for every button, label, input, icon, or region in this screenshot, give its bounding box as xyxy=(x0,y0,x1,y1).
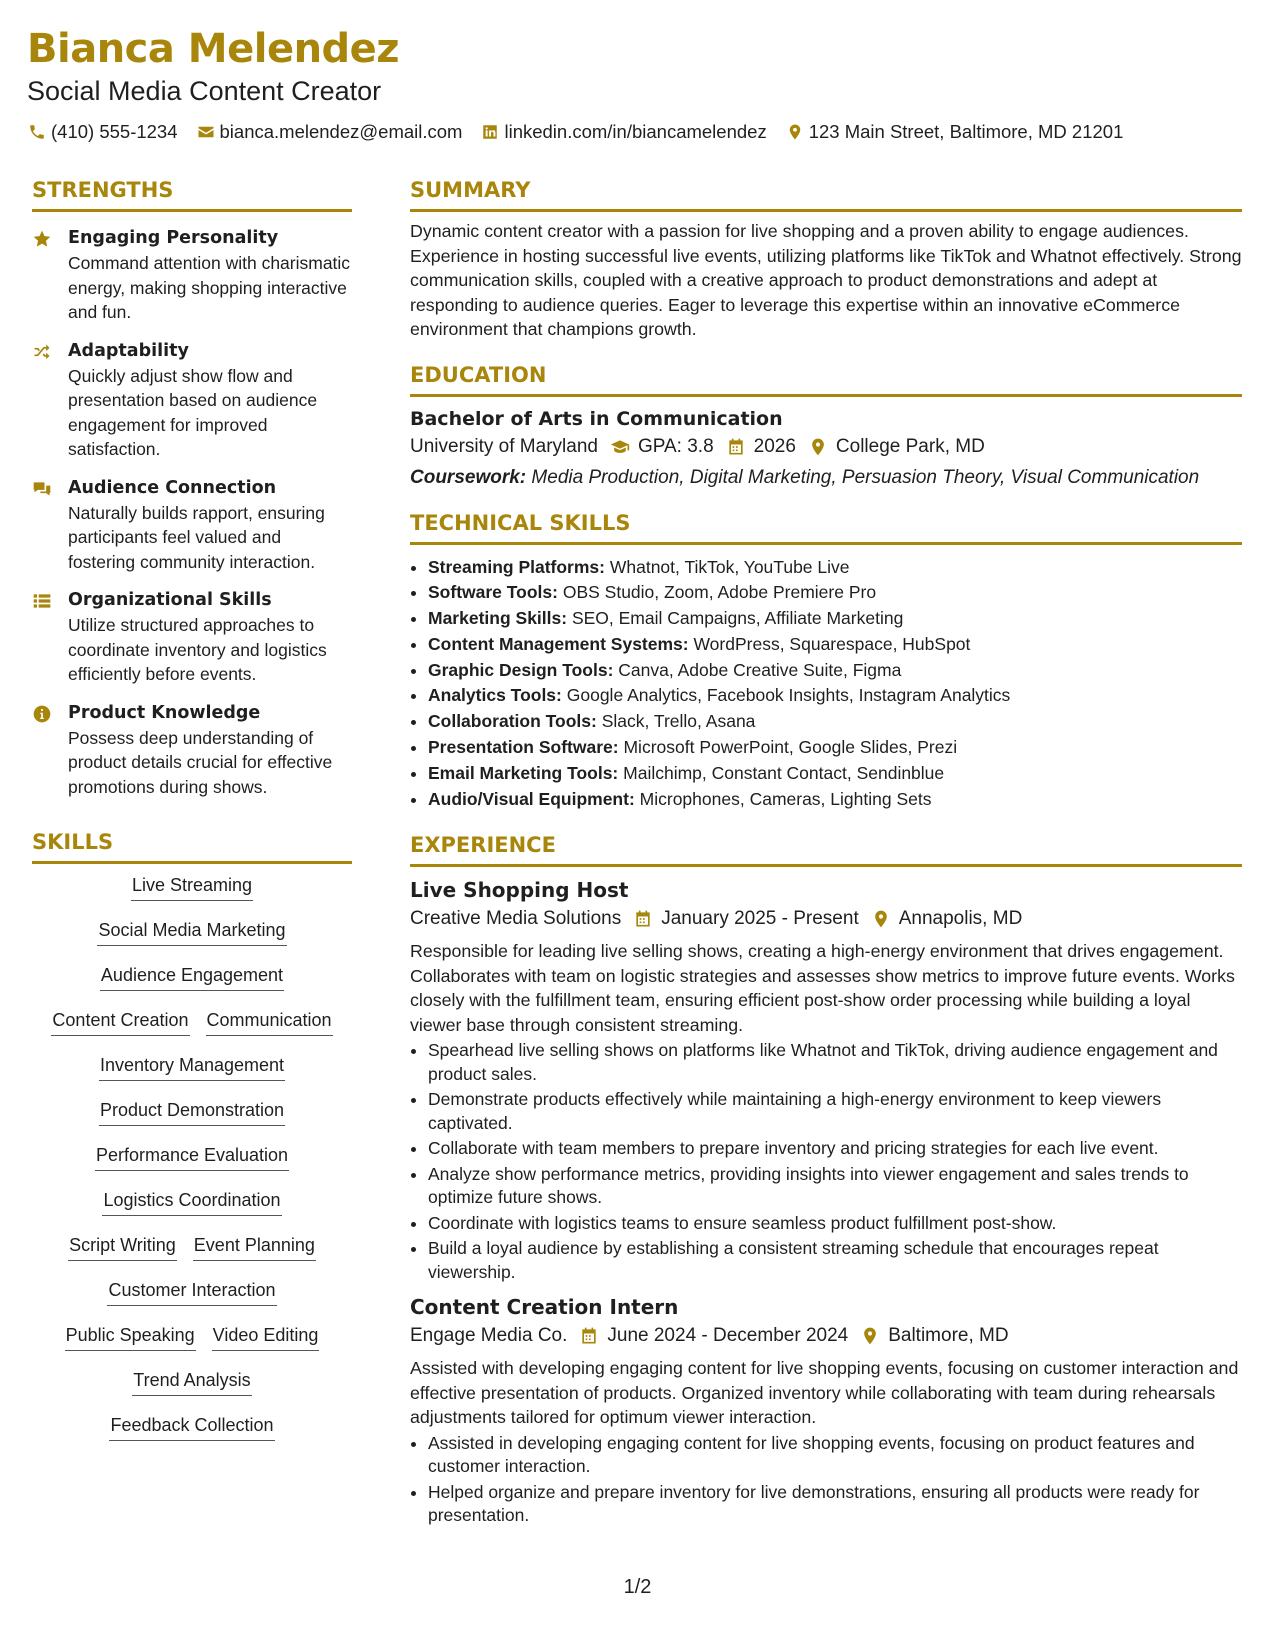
school-name: University of Maryland xyxy=(410,435,598,457)
list-item: • Demonstrate products effectively while maintaining a high-energy environment to keep viewers captivated. xyxy=(428,1088,1242,1135)
list-item: • Coordinate with logistics teams to ensure seamless product fulfillment post-show. xyxy=(428,1212,1242,1236)
skill-tag: Live Streaming xyxy=(131,872,253,901)
list-item: • Analyze show performance metrics, providing insights into viewer engagement and sales trends to optimize future shows. xyxy=(428,1163,1242,1210)
strength-title: Adaptability xyxy=(68,340,189,361)
job-title: Content Creation Intern xyxy=(410,1295,679,1320)
list-item xyxy=(428,787,1242,813)
skill-tag: Public Speaking xyxy=(65,1322,196,1351)
list-item: • Assisted in developing engaging content for live shopping events, focusing on product features and customer interaction. xyxy=(428,1432,1242,1479)
list-item: • Helped organize and prepare inventory for live demonstrations, ensuring all products were ready for presentation. xyxy=(428,1481,1242,1528)
job-bullets xyxy=(410,1432,1242,1528)
left-column xyxy=(32,177,352,1457)
strength-description: Naturally builds rapport, ensuring participants feel valued and fostering community interaction. xyxy=(68,502,325,572)
candidate-title: Social Media Content Creator xyxy=(27,76,382,106)
technical-skills-section xyxy=(410,510,1242,813)
skills-list xyxy=(32,872,352,1457)
experience-section xyxy=(410,832,1242,1528)
gpa-text: GPA: 3.8 xyxy=(637,435,714,457)
list-item xyxy=(428,606,1242,632)
job-location: Annapolis, MD xyxy=(898,908,1023,930)
strength-item xyxy=(32,339,352,462)
job-entry xyxy=(410,876,1242,1284)
skill-values: SEO, Email Campaigns, Affiliate Marketing xyxy=(571,608,904,629)
skill-tag: Audience Engagement xyxy=(100,962,284,991)
list-item xyxy=(428,709,1242,735)
list-item xyxy=(428,658,1242,684)
right-column xyxy=(410,177,1242,1530)
job-entry xyxy=(410,1293,1242,1528)
calendar-icon xyxy=(726,437,746,457)
skill-row xyxy=(32,1367,352,1412)
resume-header xyxy=(27,22,1247,144)
contact-linkedin[interactable] xyxy=(480,120,766,144)
education-meta xyxy=(410,432,1242,462)
skill-tag: Customer Interaction xyxy=(107,1277,276,1306)
contact-address xyxy=(785,120,1124,144)
job-meta xyxy=(410,1321,1242,1351)
coursework-list: Media Production, Digital Marketing, Persuasion Theory, Visual Communication xyxy=(531,466,1200,488)
phone-icon xyxy=(27,122,47,142)
calendar-icon xyxy=(633,909,653,929)
contact-email[interactable] xyxy=(196,120,463,144)
graduation-year: 2026 xyxy=(753,435,796,457)
skill-category: Content Management Systems: xyxy=(428,633,689,654)
skill-category: Collaboration Tools: xyxy=(428,711,597,732)
job-location: Baltimore, MD xyxy=(888,1325,1009,1347)
skill-values: Canva, Adobe Creative Suite, Figma xyxy=(618,659,902,680)
job-title: Live Shopping Host xyxy=(410,878,629,903)
job-dates: June 2024 - December 2024 xyxy=(607,1325,849,1347)
skill-values: Google Analytics, Facebook Insights, Instagram Analytics xyxy=(566,685,1011,706)
info-icon xyxy=(32,701,54,800)
skill-values: Slack, Trello, Asana xyxy=(601,711,756,732)
education-heading: EDUCATION xyxy=(410,362,1242,397)
strength-title: Organizational Skills xyxy=(68,590,272,610)
skill-values: WordPress, Squarespace, HubSpot xyxy=(693,633,971,654)
education-section xyxy=(410,362,1242,490)
map-pin-icon xyxy=(871,909,891,929)
graduation-cap-icon xyxy=(610,437,630,457)
skill-category: Analytics Tools: xyxy=(428,685,562,706)
list-item xyxy=(428,735,1242,761)
experience-heading: EXPERIENCE xyxy=(410,832,1242,867)
strength-description: Utilize structured approaches to coordinate inventory and logistics efficiently before events. xyxy=(68,615,327,684)
skill-values: OBS Studio, Zoom, Adobe Premiere Pro xyxy=(562,582,877,603)
skill-tag: Inventory Management xyxy=(99,1052,285,1081)
skill-row xyxy=(32,1097,352,1142)
strength-description: Command attention with charismatic energy, making shopping interactive and fun. xyxy=(68,253,351,322)
skill-tag: Social Media Marketing xyxy=(97,917,286,946)
skill-row xyxy=(32,1142,352,1187)
skill-row xyxy=(32,1412,352,1457)
strength-title: Engaging Personality xyxy=(68,228,279,248)
strength-item xyxy=(32,476,352,575)
address-text: 123 Main Street, Baltimore, MD 21201 xyxy=(808,121,1124,142)
skill-row xyxy=(32,1052,352,1097)
school-location: College Park, MD xyxy=(835,435,985,457)
skill-tag: Event Planning xyxy=(193,1232,316,1261)
skill-tag: Video Editing xyxy=(212,1322,320,1351)
skill-tag: Content Creation xyxy=(51,1007,189,1036)
strengths-list xyxy=(32,226,352,799)
skill-tag: Trend Analysis xyxy=(132,1367,251,1396)
list-item xyxy=(428,580,1242,606)
job-description: Assisted with developing engaging content for live shopping events, focusing on customer interaction and effective presentation of products. Organized inventory while collaborating with team during rehearsals adjustments tailored for optimum viewer interaction. xyxy=(410,1358,1239,1428)
skill-values: Microsoft PowerPoint, Google Slides, Prezi xyxy=(623,737,958,758)
page-number: 1/2 xyxy=(623,1576,652,1598)
strengths-heading: STRENGTHS xyxy=(32,177,352,212)
contact-phone[interactable] xyxy=(27,120,178,144)
technical-skills-heading: TECHNICAL SKILLS xyxy=(410,510,1242,545)
star-icon xyxy=(32,226,54,325)
degree-title: Bachelor of Arts in Communication xyxy=(410,407,783,430)
skill-values: Microphones, Cameras, Lighting Sets xyxy=(639,788,932,809)
summary-heading: SUMMARY xyxy=(410,177,1242,212)
summary-text: Dynamic content creator with a passion for live shopping and a proven ability to engage audiences. Experience in hosting successful live events, utilizing platforms like TikTok and Whatnot effectively. Strong communication skills, coupled with a creative approach to product demonstrations and adept at responding to audience queries. Eager to leverage this expertise within an innovative eCommerce environment that champions growth. xyxy=(410,221,1242,339)
company-name: Creative Media Solutions xyxy=(410,908,622,930)
coursework-label: Coursework: xyxy=(410,466,527,488)
skill-tag: Logistics Coordination xyxy=(102,1187,281,1216)
skill-category: Audio/Visual Equipment: xyxy=(428,788,635,809)
skill-row xyxy=(32,1232,352,1277)
strength-description: Possess deep understanding of product details crucial for effective promotions during shows. xyxy=(68,727,333,797)
technical-skills-list xyxy=(410,555,1242,813)
job-meta xyxy=(410,904,1242,934)
map-pin-icon xyxy=(785,122,805,142)
skills-heading: SKILLS xyxy=(32,829,352,864)
skill-category: Streaming Platforms: xyxy=(428,556,605,577)
list-item xyxy=(428,555,1242,581)
skill-values: Mailchimp, Constant Contact, Sendinblue xyxy=(623,762,945,783)
chat-icon xyxy=(32,476,54,575)
skill-category: Software Tools: xyxy=(428,582,558,603)
list-item xyxy=(428,683,1242,709)
strength-description: Quickly adjust show flow and presentation based on audience engagement for improved satisfaction. xyxy=(68,365,318,459)
list-item: • Spearhead live selling shows on platforms like Whatnot and TikTok, driving audience engagement and product sales. xyxy=(428,1039,1242,1086)
strength-title: Product Knowledge xyxy=(68,702,261,723)
skill-row xyxy=(32,1277,352,1322)
skill-tag: Feedback Collection xyxy=(109,1412,274,1441)
list-item xyxy=(428,761,1242,787)
linkedin-icon xyxy=(480,122,500,142)
skill-category: Graphic Design Tools: xyxy=(428,659,614,680)
strength-item xyxy=(32,588,352,687)
candidate-name: Bianca Melendez xyxy=(27,26,400,72)
list-item: • Collaborate with team members to prepare inventory and pricing strategies for each live event. xyxy=(428,1137,1242,1161)
skill-category: Email Marketing Tools: xyxy=(428,762,619,783)
shuffle-icon xyxy=(32,339,54,462)
skill-values: Whatnot, TikTok, YouTube Live xyxy=(609,556,850,577)
company-name: Engage Media Co. xyxy=(410,1325,568,1347)
job-description: Responsible for leading live selling shows, creating a high-energy environment that drives engagement. Collaborates with team on logistic strategies and assesses show metrics to improve future events. Works closely with the fulfillment team, ensuring efficient post-show order processing while building a loyal viewer base through consistent streaming. xyxy=(410,941,1235,1035)
skill-row xyxy=(32,962,352,1007)
skill-category: Marketing Skills: xyxy=(428,608,568,629)
list-item xyxy=(428,632,1242,658)
strength-title: Audience Connection xyxy=(68,477,277,498)
skill-row xyxy=(32,872,352,917)
calendar-icon xyxy=(579,1326,599,1346)
skill-row xyxy=(32,917,352,962)
skill-row xyxy=(32,1322,352,1367)
envelope-icon xyxy=(196,122,216,142)
job-bullets xyxy=(410,1039,1242,1284)
phone-text: (410) 555-1234 xyxy=(51,121,178,142)
skill-tag: Performance Evaluation xyxy=(95,1142,289,1171)
skill-row xyxy=(32,1187,352,1232)
skill-row xyxy=(32,1007,352,1052)
email-text: bianca.melendez@email.com xyxy=(219,121,463,142)
map-pin-icon xyxy=(808,437,828,457)
map-pin-icon xyxy=(860,1326,880,1346)
skill-tag: Communication xyxy=(206,1007,333,1036)
strength-item xyxy=(32,226,352,325)
linkedin-text: linkedin.com/in/biancamelendez xyxy=(504,121,767,142)
skill-tag: Script Writing xyxy=(68,1232,177,1261)
strength-item xyxy=(32,701,352,800)
job-dates: January 2025 - Present xyxy=(661,908,859,930)
list-icon xyxy=(32,588,54,687)
skill-category: Presentation Software: xyxy=(428,737,619,758)
contact-bar xyxy=(27,120,1247,144)
coursework xyxy=(410,466,1242,490)
list-item: • Build a loyal audience by establishing a consistent streaming schedule that encourages repeat viewership. xyxy=(428,1237,1242,1284)
skill-tag: Product Demonstration xyxy=(99,1097,285,1126)
